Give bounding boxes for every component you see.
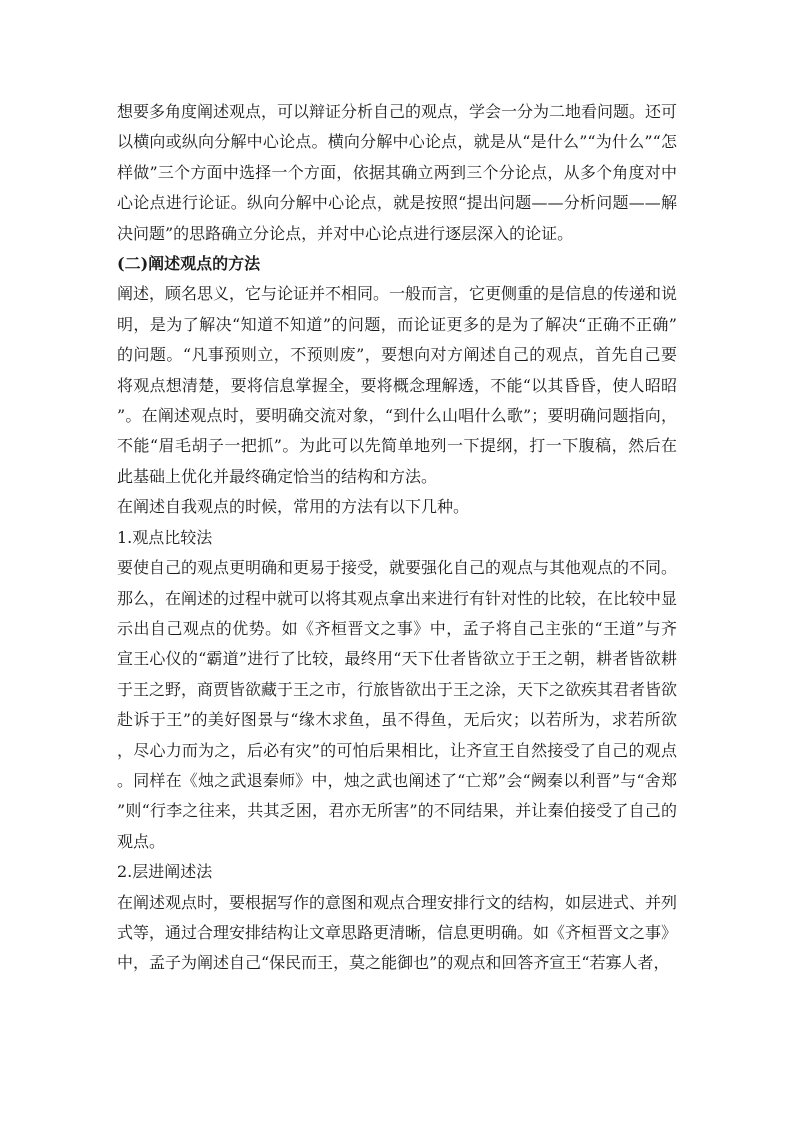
methods-paragraph: 阐述，顾名思义，它与论证并不相同。一般而言，它更侧重的是信息的传递和说明，是为了解决“知道不知道”的问题，而论证更多的是为了解决“正确不正确”的问题。“凡事预则立，不预则废”，要想向对方阐述自己的观点，首先自己要将观点想清楚，要将信息掌握全，要将概念理解透，不能“以其昏昏，使人昭昭”。在阐述观点时，要明确交流对象，“到什么山唱什么歌”；要明确问题指向，不能“眉毛胡子一把抓”。为此可以先简单地列一下提纲，打一下腹稿，然后在此基础上优化并最终确定恰当的结构和方法。: [117, 284, 678, 486]
subheading-progressive: 2.层进阐述法: [117, 862, 213, 882]
common-methods-intro: 在阐述自我观点的时候，常用的方法有以下几种。: [117, 497, 470, 517]
comparison-paragraph: 要使自己的观点更明确和更易于接受，就要强化自己的观点与其他观点的不同。那么，在阐述的过程中就可以将其观点拿出来进行有针对性的比较，在比较中显示出自己观点的优势。如《齐桓晋文之事》中，孟子将自己主张的“王道”与齐宣王心仪的“霸道”进行了比较，最终用“天下仕者皆欲立于王之朝，耕者皆欲耕于王之野，商贾皆欲藏于王之市，行旅皆欲出于王之涂，天下之欲疾其君者皆欲赴诉于王”的美好图景与“缘木求鱼，虽不得鱼，无后灾；以若所为，求若所欲，尽心力而为之，后必有灾”的可怕后果相比，让齐宣王自然接受了自己的观点。同样在《烛之武退秦师》中，烛之武也阐述了“亡郑”会“阙秦以利晋”与“舍郑”则“行李之往来，共其乏困，君亦无所害”的不同结果，并让秦伯接受了自己的观点。: [117, 558, 678, 851]
progressive-paragraph: 在阐述观点时，要根据写作的意图和观点合理安排行文的结构，如层进式、并列式等，通过合理安排结构让文章思路更清晰，信息更明确。如《齐桓晋文之事》中，孟子为阐述自己“保民而王，莫之能御也”的观点和回答齐宣王“若寡人者，: [117, 892, 678, 973]
subheading-comparison: 1.观点比较法: [117, 527, 213, 547]
section-heading-methods: (二)阐述观点的方法: [117, 254, 261, 274]
document-page: [117, 97, 677, 979]
intro-paragraph: 想要多角度阐述观点，可以辩证分析自己的观点，学会一分为二地看问题。还可以横向或纵向分解中心论点。横向分解中心论点，就是从“是什么”“为什么”“怎样做”三个方面中选择一个方面，依据其确立两到三个分论点，从多个角度对中心论点进行论证。纵向分解中心论点，就是按照“提出问题——分析问题——解决问题”的思路确立分论点，并对中心论点进行逐层深入的论证。: [117, 102, 678, 243]
